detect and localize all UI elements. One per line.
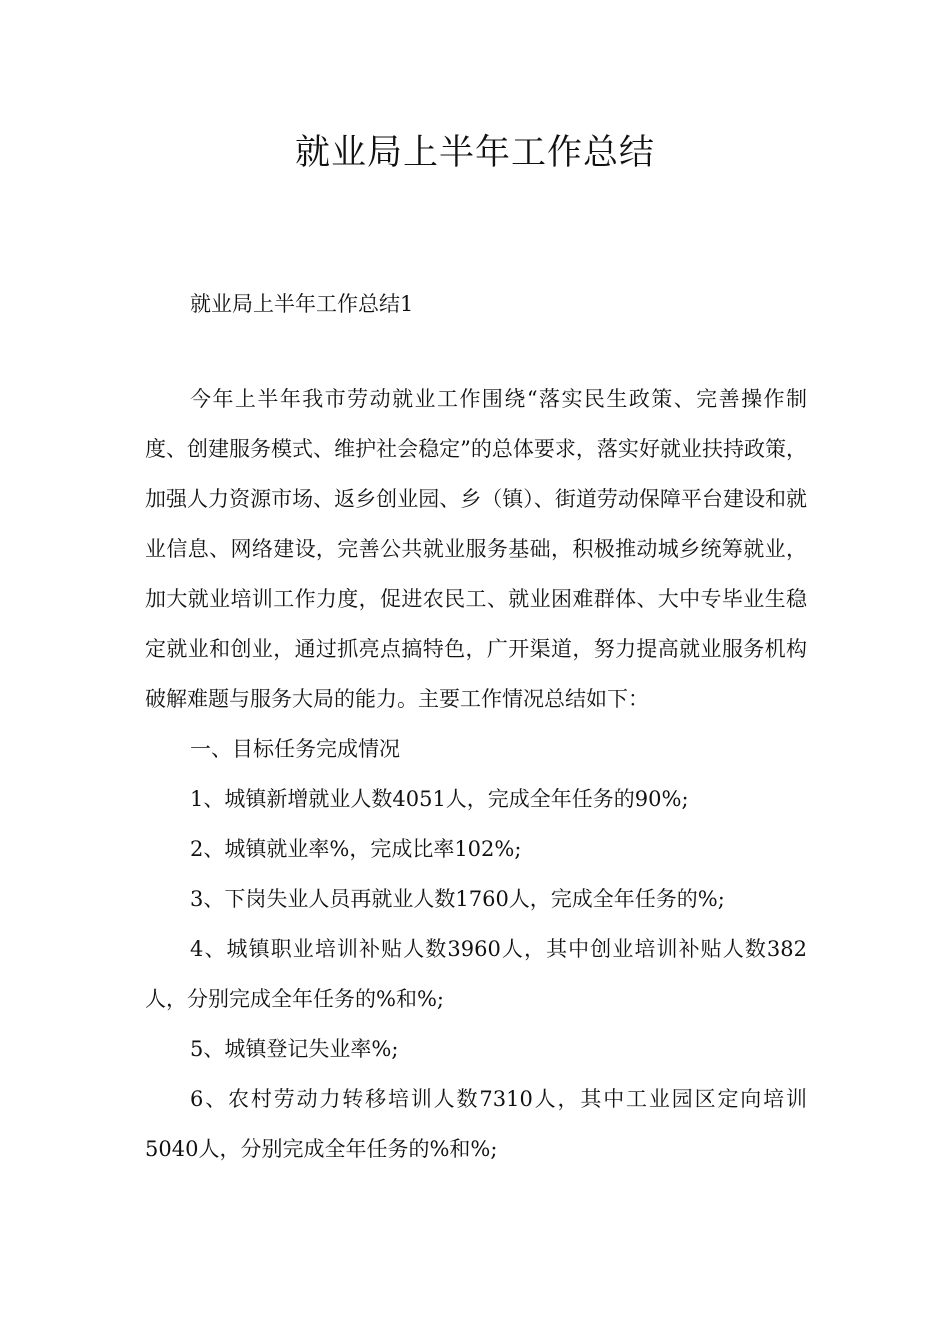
- list-item: 4、城镇职业培训补贴人数3960人，其中创业培训补贴人数382人，分别完成全年任务的%和%;: [145, 937, 807, 1011]
- list-item: 5、城镇登记失业率%;: [190, 1037, 399, 1061]
- document-body: [145, 374, 807, 1174]
- section-heading: 一、目标任务完成情况: [190, 737, 400, 761]
- list-item: 3、下岗失业人员再就业人数1760人，完成全年任务的%;: [190, 887, 725, 911]
- list-item: 6、农村劳动力转移培训人数7310人，其中工业园区定向培训5040人，分别完成全年任务的%和%;: [145, 1087, 807, 1161]
- list-item: 1、城镇新增就业人数4051人，完成全年任务的90%;: [190, 787, 689, 811]
- intro-paragraph: 今年上半年我市劳动就业工作围绕“落实民生政策、完善操作制度、创建服务模式、维护社会稳定”的总体要求，落实好就业扶持政策，加强人力资源市场、返乡创业园、乡（镇）、街道劳动保障平台建设和就业信息、网络建设，完善公共就业服务基础，积极推动城乡统筹就业，加大就业培训工作力度，促进农民工、就业困难群体、大中专毕业生稳定就业和创业，通过抓亮点搞特色，广开渠道，努力提高就业服务机构破解难题与服务大局的能力。主要工作情况总结如下：: [145, 387, 807, 711]
- document-subtitle: 就业局上半年工作总结1: [190, 292, 414, 316]
- list-item: 2、城镇就业率%，完成比率102%;: [190, 837, 522, 861]
- document-title: 就业局上半年工作总结: [294, 133, 655, 173]
